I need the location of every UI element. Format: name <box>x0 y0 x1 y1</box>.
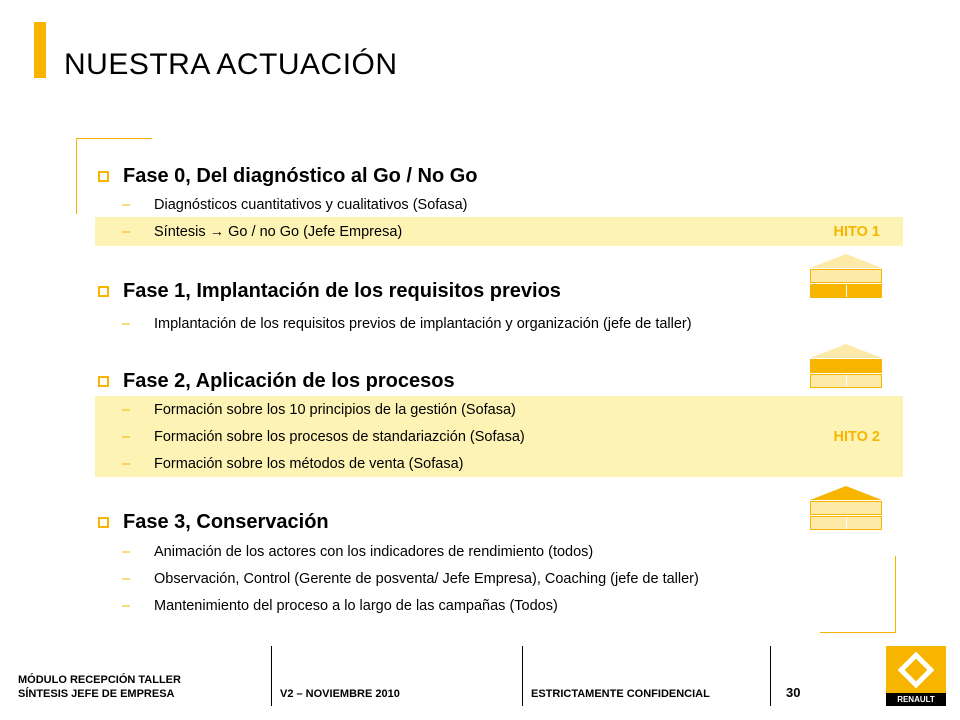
phase-2-item <box>122 402 516 418</box>
phase-2-heading <box>98 370 455 393</box>
roof-icon <box>810 344 882 358</box>
phase-0-item <box>122 197 468 213</box>
dash-bullet: – <box>122 571 131 587</box>
logo-text: RENAULT <box>886 693 946 706</box>
phase-1-heading <box>98 280 561 303</box>
milestone-label-1: HITO 1 <box>833 224 880 240</box>
dash-bullet: – <box>122 224 131 240</box>
dash-bullet: – <box>122 429 131 445</box>
footer-version: V2 – NOVIEMBRE 2010 <box>280 688 400 700</box>
phase-3-item-text: Observación, Control (Gerente de posventa/ Jefe Empresa), Coaching (jefe de taller) <box>154 571 699 587</box>
title-accent-bar <box>34 22 46 78</box>
milestone-label-2: HITO 2 <box>833 429 880 445</box>
phase-2-item-text: Formación sobre los métodos de venta (Sofasa) <box>154 456 464 472</box>
phase-0-heading <box>98 165 478 188</box>
footer-divider <box>770 646 771 706</box>
checkbox-icon <box>98 286 109 297</box>
phase-2-item <box>122 429 525 445</box>
phase-3-item <box>122 571 699 587</box>
frame-corner-top-h <box>76 138 152 139</box>
dash-bullet: – <box>122 197 131 213</box>
phase-2-item <box>122 456 463 472</box>
phase-1-item-text: Implantación de los requisitos previos de implantación y organización (jefe de taller) <box>154 316 692 332</box>
phase-0-item <box>122 224 402 240</box>
checkbox-icon <box>98 171 109 182</box>
phase-2-item-text: Formación sobre los 10 principios de la gestión (Sofasa) <box>154 402 516 418</box>
phase-2-label: Fase 2, Aplicación de los procesos <box>123 370 455 392</box>
page-title: NUESTRA ACTUACIÓN <box>64 48 398 81</box>
footer-module-line1: MÓDULO RECEPCIÓN TALLER <box>18 674 181 686</box>
phase-2-item-text: Formación sobre los procesos de standariazción (Sofasa) <box>154 429 525 445</box>
renault-logo <box>886 646 946 706</box>
phase-0-label: Fase 0, Del diagnóstico al Go / No Go <box>123 165 478 187</box>
footer-divider <box>522 646 523 706</box>
page-number: 30 <box>786 685 801 700</box>
diamond-icon <box>898 652 935 689</box>
dash-bullet: – <box>122 544 131 560</box>
frame-corner-top-v <box>76 138 77 214</box>
phase-0-item-text: Diagnósticos cuantitativos y cualitativos (Sofasa) <box>154 197 468 213</box>
frame-corner-bottom-h <box>820 632 896 633</box>
phase-3-heading <box>98 511 329 534</box>
phase-3-item <box>122 544 593 560</box>
footer-confidential: ESTRICTAMENTE CONFIDENCIAL <box>531 688 710 700</box>
roof-icon <box>810 254 882 268</box>
checkbox-icon <box>98 376 109 387</box>
phase-1-label: Fase 1, Implantación de los requisitos previos <box>123 280 561 302</box>
house-icon-2 <box>810 344 882 388</box>
phase-3-item <box>122 598 558 614</box>
phase-3-label: Fase 3, Conservación <box>123 511 329 533</box>
house-icon-1 <box>810 254 882 298</box>
dash-bullet: – <box>122 316 131 332</box>
dash-bullet: – <box>122 456 131 472</box>
roof-icon <box>810 486 882 500</box>
house-icon-3 <box>810 486 882 530</box>
footer-module-line2: SÍNTESIS JEFE DE EMPRESA <box>18 688 175 700</box>
checkbox-icon <box>98 517 109 528</box>
frame-corner-bottom-v <box>895 556 896 633</box>
phase-3-item-text: Mantenimiento del proceso a lo largo de las campañas (Todos) <box>154 598 558 614</box>
dash-bullet: – <box>122 598 131 614</box>
dash-bullet: – <box>122 402 131 418</box>
phase-3-item-text: Animación de los actores con los indicadores de rendimiento (todos) <box>154 544 594 560</box>
footer-divider <box>271 646 272 706</box>
phase-1-item <box>122 316 692 332</box>
phase-0-item-text: Síntesis → Go / no Go (Jefe Empresa) <box>154 224 403 240</box>
